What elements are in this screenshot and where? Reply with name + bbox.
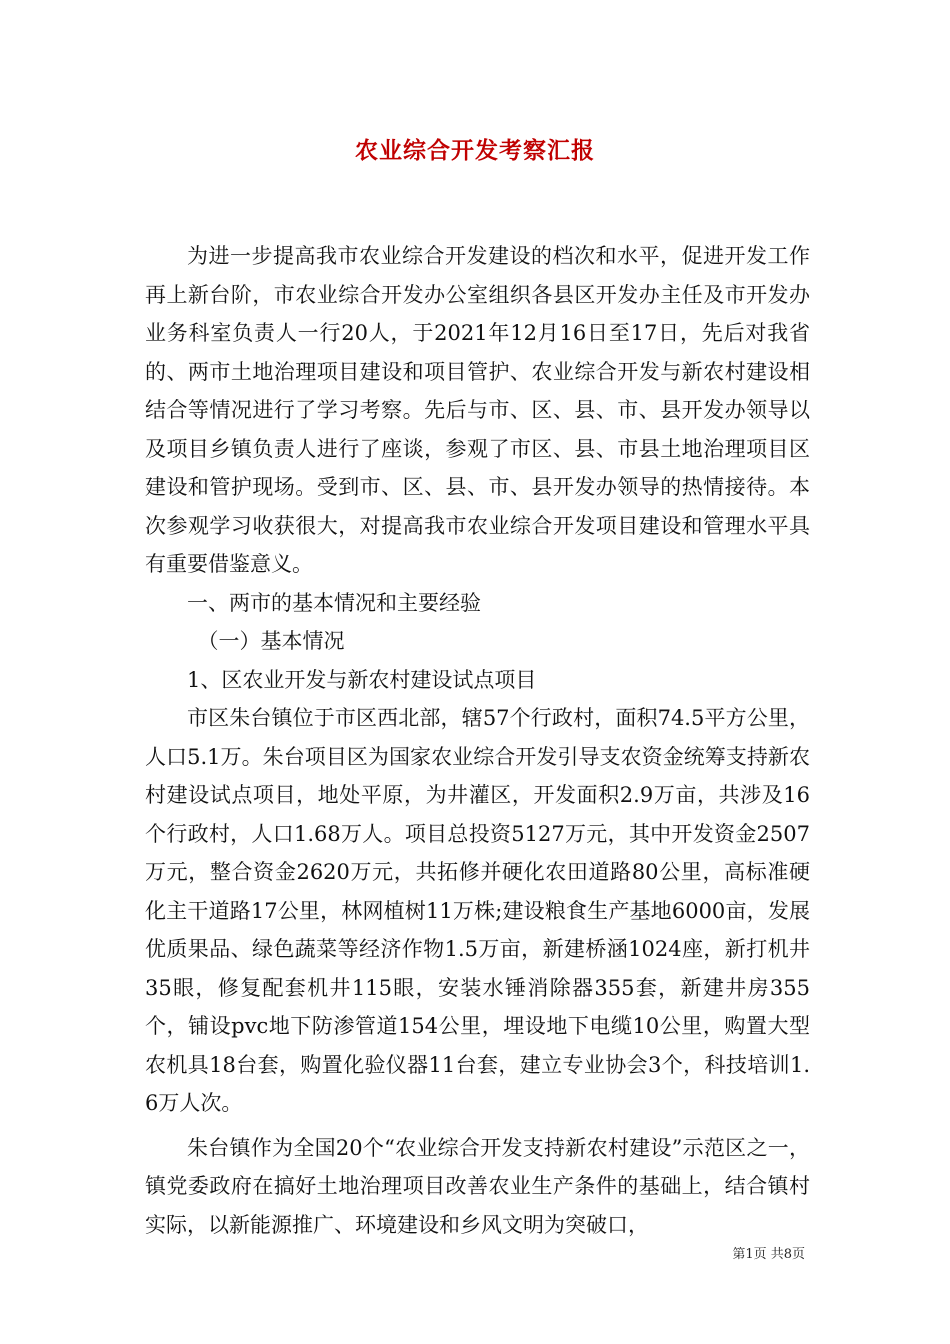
document-title: 农业综合开发考察汇报 — [355, 137, 595, 164]
subsection-heading: （一）基本情况 — [197, 629, 345, 653]
item-heading: 1、区农业开发与新农村建设试点项目 — [187, 667, 537, 692]
document-body — [145, 237, 810, 1244]
body-paragraph: 朱台镇作为全国20个“农业综合开发支持新农村建设”示范区之一，镇党委政府在搞好土地治理项目改善农业生产条件的基础上，结合镇村实际，以新能源推广、环境建设和乡风文明为突破口， — [145, 1135, 810, 1237]
intro-paragraph: 为进一步提高我市农业综合开发建设的档次和水平，促进开发工作再上新台阶，市农业综合开发办公室组织各县区开发办主任及市开发办业务科室负责人一行20人，于2021年12月16日至17日，先后对我省的、两市土地治理项目建设和项目管护、农业综合开发与新农村建设相结合等情况进行了学习考察。先后与市、区、县、市、县开发办领导以及项目乡镇负责人进行了座谈，参观了市区、县、市县土地治理项目区建设和管护现场。受到市、区、县、市、县开发办领导的热情接待。本次参观学习收获很大，对提高我市农业综合开发项目建设和管理水平具有重要借鉴意义。 — [145, 244, 810, 576]
page-number: 第1页 共8页 — [732, 1247, 805, 1262]
body-paragraph: 市区朱台镇位于市区西北部，辖57个行政村，面积74.5平方公里，人口5.1万。朱台项目区为国家农业综合开发引导支农资金统筹支持新农村建设试点项目，地处平原，为井灌区，开发面积2.9万亩，共涉及16个行政村，人口1.68万人。项目总投资5127万元，其中开发资金2507万元，整合资金2620万元，共拓修并硬化农田道路80公里，高标准硬化主干道路17公里，林网植树11万株;建设粮食生产基地6000亩，发展优质果品、绿色蔬菜等经济作物1.5万亩，新建桥涵1024座，新打机井35眼，修复配套机井115眼，安装水锤消除器355套，新建井房355个，铺设pvc地下防渗管道154公里，埋设地下电缆10公里，购置大型农机具18台套，购置化验仪器11台套，建立专业协会3个，科技培训1.6万人次。 — [145, 706, 810, 1115]
section-heading: 一、两市的基本情况和主要经验 — [187, 590, 481, 615]
